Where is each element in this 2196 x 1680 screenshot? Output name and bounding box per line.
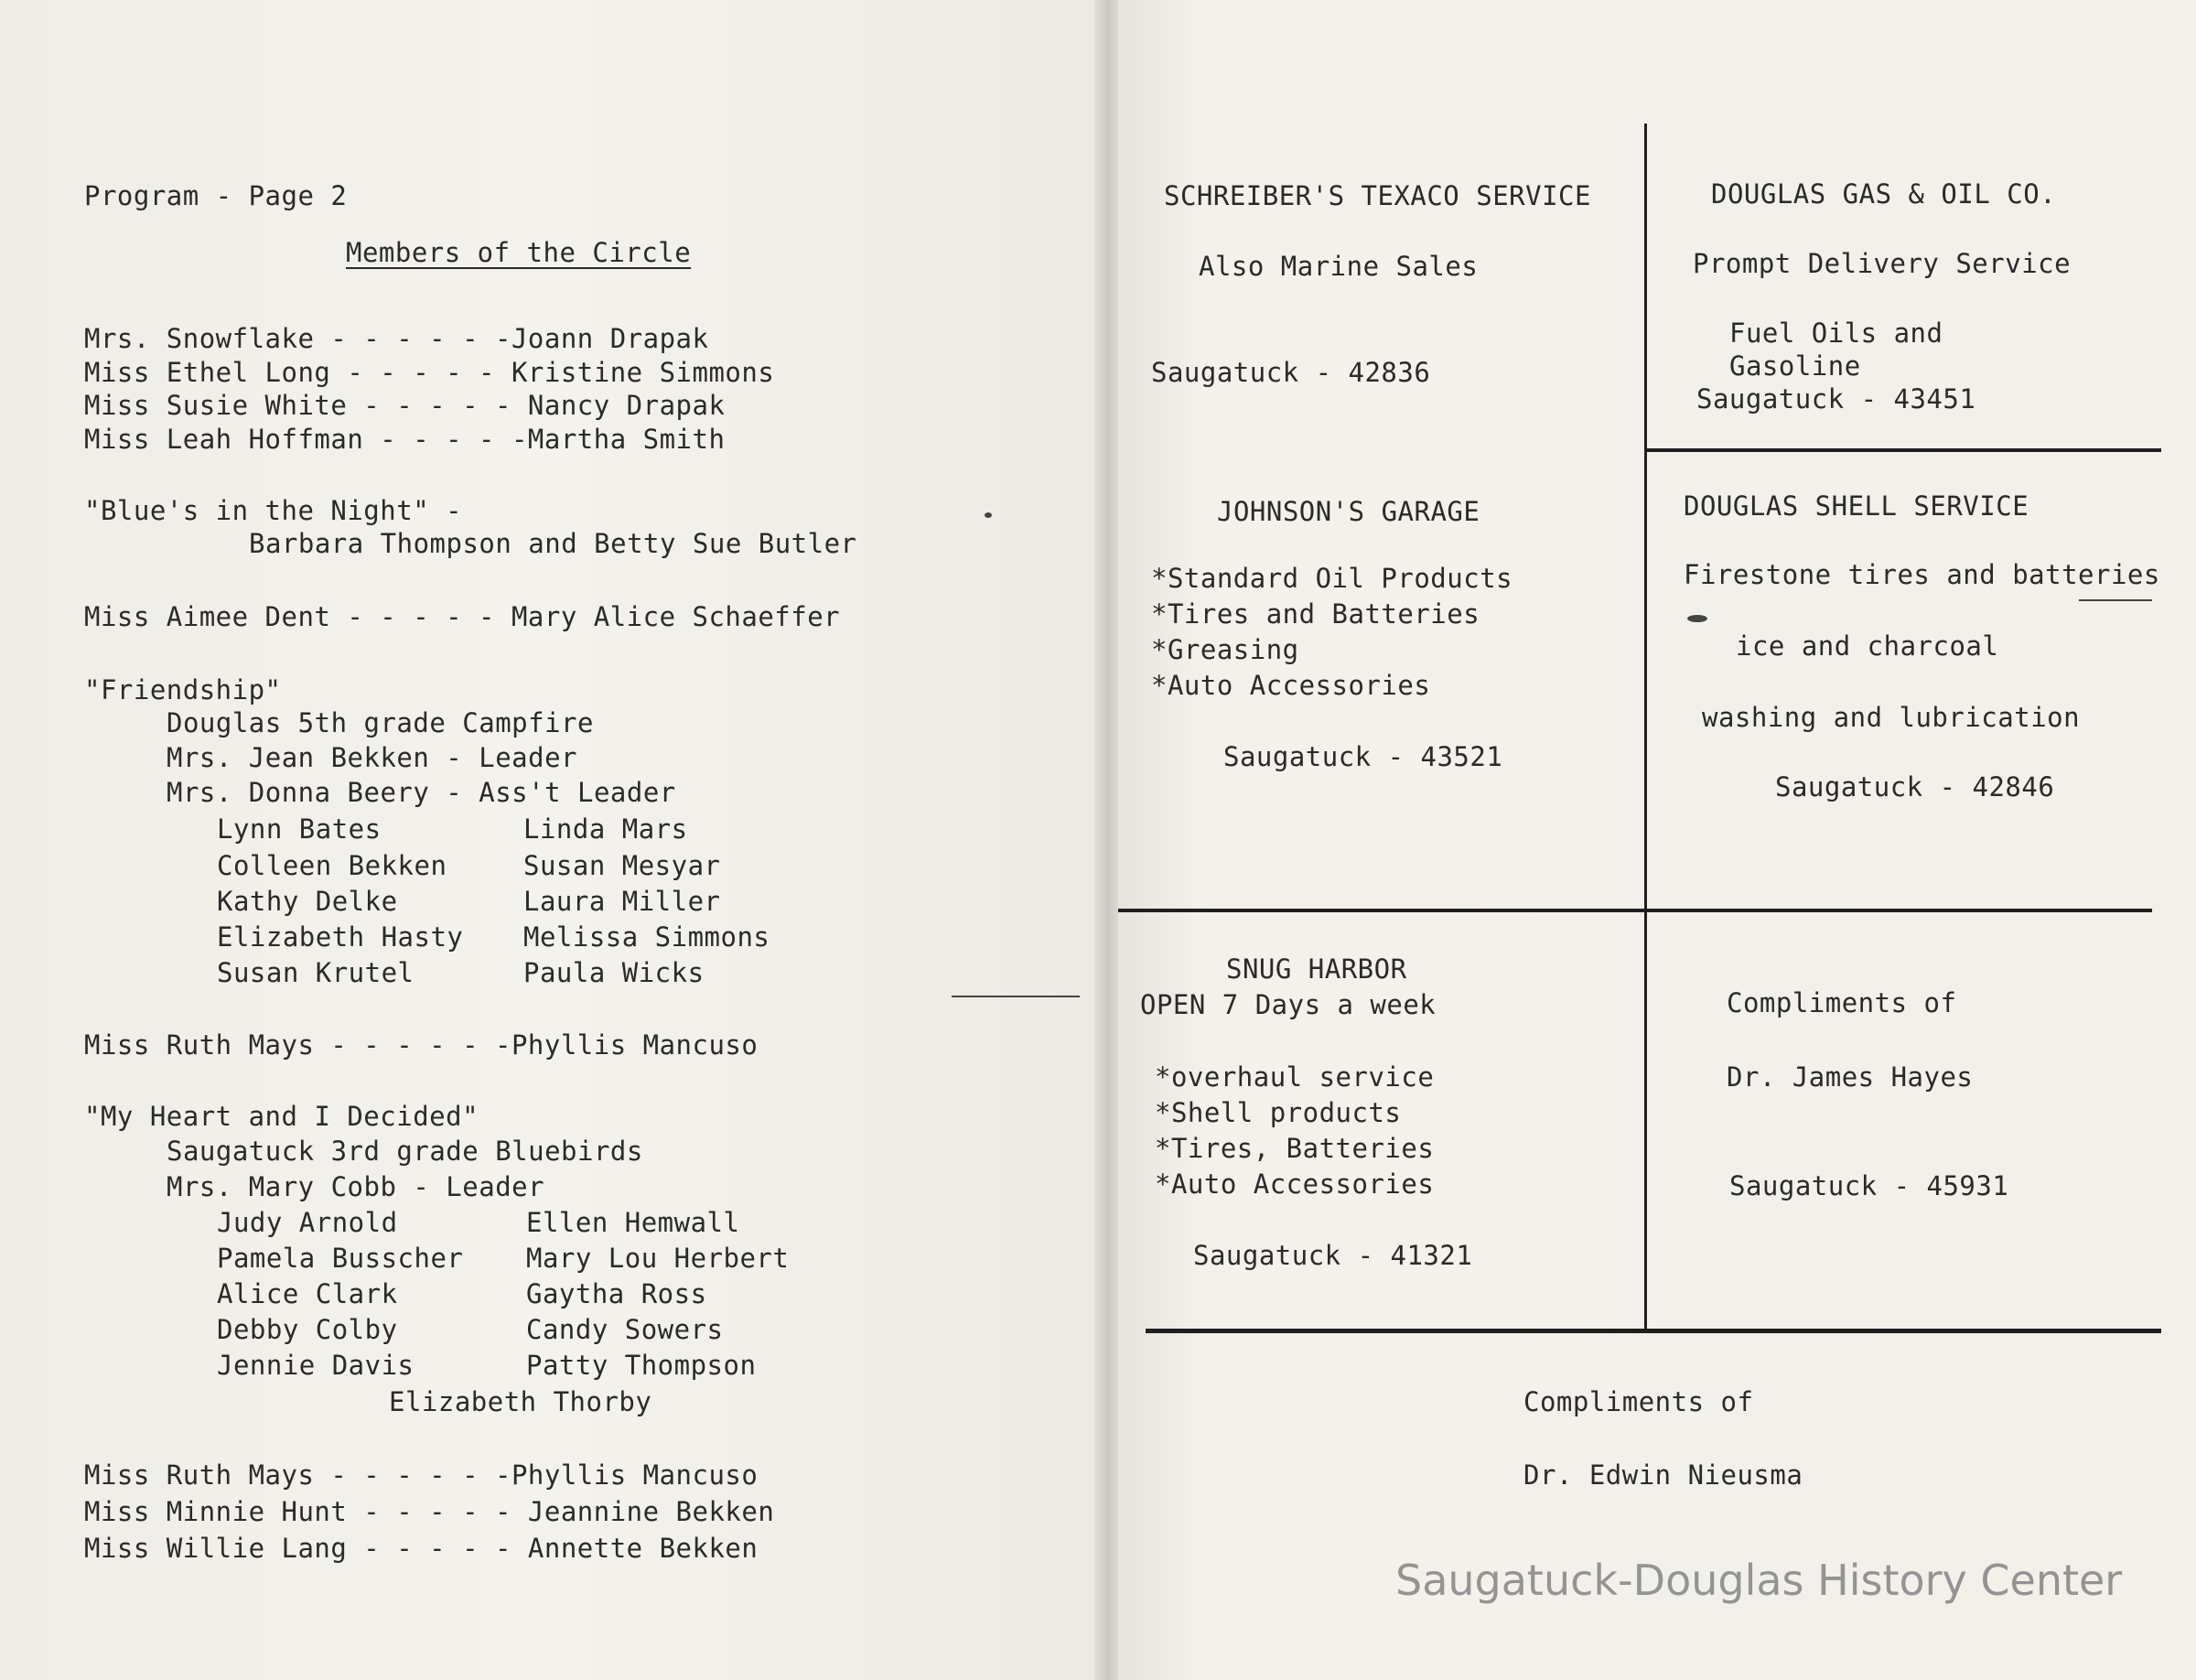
right-page	[1118, 0, 2196, 1680]
song-title: "My Heart and I Decided"	[84, 1101, 479, 1132]
member-name: Candy Sowers	[526, 1314, 724, 1345]
ad-list-item: *Greasing	[1151, 634, 1299, 665]
cast-line: Miss Leah Hoffman - - - - -Martha Smith	[84, 424, 726, 455]
horizontal-divider	[1644, 448, 2161, 452]
member-name: Kathy Delke	[217, 886, 398, 917]
member-name: Ellen Hemwall	[526, 1207, 740, 1238]
horizontal-divider	[1146, 1329, 2161, 1333]
ad-business-name: Dr. Edwin Nieusma	[1523, 1459, 1803, 1491]
ad-business-name: DOUGLAS SHELL SERVICE	[1684, 490, 2029, 522]
page-header: Program - Page 2	[84, 180, 348, 211]
ad-list-item: *Tires and Batteries	[1151, 598, 1480, 630]
member-name: Laura Miller	[523, 886, 721, 917]
member-name: Gaytha Ross	[526, 1278, 707, 1309]
ad-phone: Saugatuck - 42846	[1775, 771, 2055, 802]
ad-business-name: JOHNSON'S GARAGE	[1217, 496, 1480, 527]
leader-line: Mrs. Donna Beery - Ass't Leader	[167, 777, 676, 808]
cast-line: Miss Aimee Dent - - - - - Mary Alice Schaeffer	[84, 601, 841, 632]
ad-list-item: *Shell products	[1155, 1097, 1402, 1128]
horizontal-divider	[1118, 909, 2152, 912]
member-name: Judy Arnold	[217, 1207, 398, 1238]
member-name: Debby Colby	[217, 1314, 398, 1345]
ink-smear	[2079, 599, 2152, 601]
cast-line: Miss Ruth Mays - - - - - -Phyllis Mancuso	[84, 1459, 759, 1491]
ink-blot	[1687, 615, 1707, 622]
ad-line: Fuel Oils and	[1729, 318, 1943, 349]
ad-business-name: Dr. James Hayes	[1727, 1061, 1974, 1093]
ad-line: washing and lubrication	[1702, 702, 2081, 733]
member-name: Colleen Bekken	[217, 850, 447, 881]
member-name: Paula Wicks	[523, 957, 705, 988]
cast-line: Mrs. Snowflake - - - - - -Joann Drapak	[84, 323, 709, 354]
leader-line: Mrs. Mary Cobb - Leader	[167, 1171, 545, 1202]
cast-line: Miss Susie White - - - - - Nancy Drapak	[84, 390, 726, 421]
member-name: Jennie Davis	[217, 1350, 414, 1381]
watermark-text: Saugatuck-Douglas History Center	[1395, 1556, 2123, 1605]
ad-line: Compliments of	[1523, 1386, 1754, 1417]
group-name: Saugatuck 3rd grade Bluebirds	[167, 1136, 643, 1167]
member-name: Elizabeth Hasty	[217, 921, 464, 953]
ad-line: ice and charcoal	[1736, 630, 1999, 662]
member-name: Elizabeth Thorby	[389, 1386, 652, 1417]
ad-phone: Saugatuck - 42836	[1151, 357, 1431, 388]
member-name: Susan Krutel	[217, 957, 414, 988]
member-name: Linda Mars	[523, 813, 688, 845]
group-name: Douglas 5th grade Campfire	[167, 707, 594, 738]
ad-list-item: *Auto Accessories	[1151, 670, 1431, 701]
ad-line: Also Marine Sales	[1199, 251, 1479, 282]
ad-line: Gasoline	[1729, 350, 1861, 382]
member-name: Susan Mesyar	[523, 850, 721, 881]
ad-line: Compliments of	[1727, 987, 1957, 1018]
member-name: Patty Thompson	[526, 1350, 757, 1381]
member-name: Pamela Busscher	[217, 1243, 464, 1274]
song-title: "Blue's in the Night" -	[84, 495, 463, 526]
ad-line: Firestone tires and batteries	[1684, 559, 2160, 590]
cast-line: Miss Ethel Long - - - - - Kristine Simmons	[84, 357, 775, 388]
member-name: Alice Clark	[217, 1278, 398, 1309]
ad-phone: Saugatuck - 45931	[1729, 1170, 2009, 1201]
ad-phone: Saugatuck - 43451	[1696, 383, 1976, 415]
cast-line: Miss Willie Lang - - - - - Annette Bekken	[84, 1533, 759, 1564]
ad-list-item: *Auto Accessories	[1155, 1168, 1435, 1200]
ad-business-name: SNUG HARBOR	[1226, 953, 1407, 985]
member-name: Mary Lou Herbert	[526, 1243, 790, 1274]
ad-line: Prompt Delivery Service	[1693, 248, 2072, 279]
song-performers: Barbara Thompson and Betty Sue Butler	[249, 528, 857, 559]
ad-list-item: *Standard Oil Products	[1151, 563, 1513, 594]
ad-business-name: SCHREIBER'S TEXACO SERVICE	[1164, 180, 1591, 211]
ad-list-item: *overhaul service	[1155, 1061, 1435, 1093]
section-title: Members of the Circle	[346, 237, 692, 268]
member-name: Melissa Simmons	[523, 921, 770, 953]
cast-line: Miss Minnie Hunt - - - - - Jeannine Bekken	[84, 1496, 775, 1527]
ink-smear	[952, 996, 1080, 997]
ad-line: OPEN 7 Days a week	[1140, 989, 1437, 1020]
member-name: Lynn Bates	[217, 813, 382, 845]
ad-business-name: DOUGLAS GAS & OIL CO.	[1711, 178, 2057, 210]
ad-list-item: *Tires, Batteries	[1155, 1133, 1435, 1164]
vertical-divider	[1644, 124, 1647, 1331]
ink-speck	[985, 512, 992, 518]
cast-line: Miss Ruth Mays - - - - - -Phyllis Mancuso	[84, 1029, 759, 1061]
ad-phone: Saugatuck - 43521	[1223, 741, 1503, 772]
leader-line: Mrs. Jean Bekken - Leader	[167, 742, 577, 773]
ad-phone: Saugatuck - 41321	[1193, 1240, 1473, 1271]
song-title: "Friendship"	[84, 674, 282, 705]
